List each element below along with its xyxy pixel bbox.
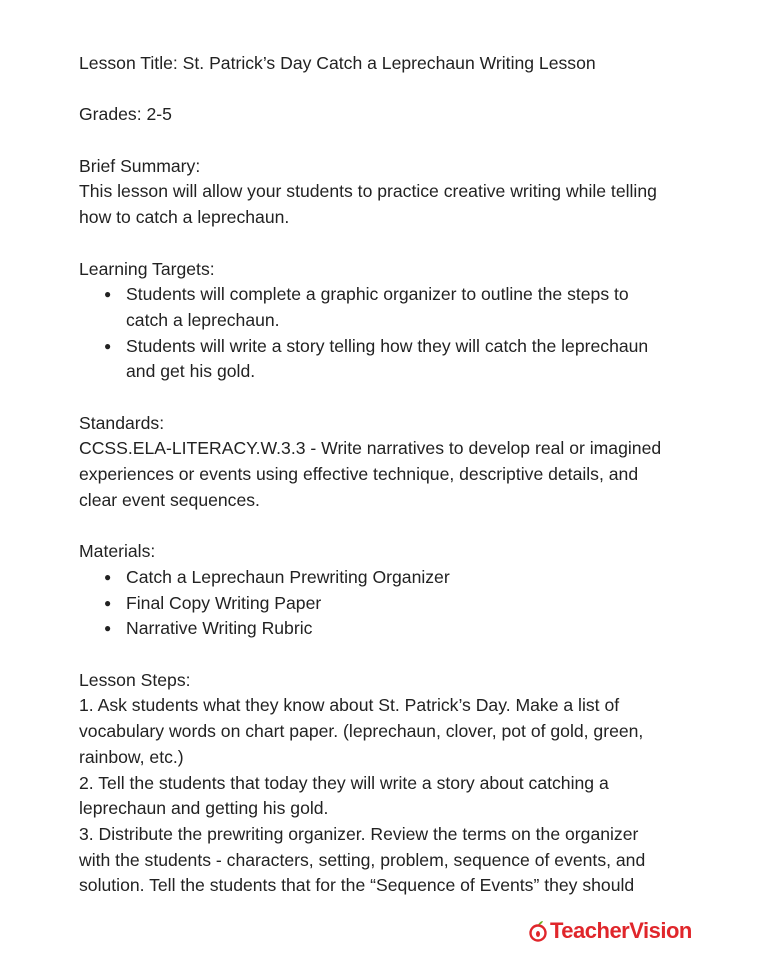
steps-line: solution. Tell the students that for the “Sequence of Events” they should (79, 875, 635, 896)
list-item-text: ● Students will complete a graphic organizer to outline the steps to (126, 284, 629, 305)
steps-line: 2. Tell the students that today they will write a story about catching a (79, 772, 609, 793)
summary-line: This lesson will allow your students to practice creative writing while telling (79, 181, 657, 202)
materials-heading: Materials: (79, 541, 156, 562)
targets-section (79, 257, 661, 386)
standards-line: experiences or events using effective technique, descriptive details, and (79, 464, 639, 485)
list-item (79, 282, 661, 333)
document-body (79, 51, 661, 925)
standards-line: clear event sequences. (79, 489, 260, 510)
steps-line: 3. Distribute the prewriting organizer. Review the terms on the organizer (79, 824, 639, 844)
list-item-text: ● Students will write a story telling how they will catch the leprechaun (126, 335, 649, 356)
grades: Grades: 2-5 (79, 104, 172, 125)
steps-line: vocabulary words on chart paper. (leprechaun, clover, pot of gold, green, (79, 721, 644, 742)
steps-section (79, 668, 661, 899)
steps-line: leprechaun and getting his gold. (79, 798, 329, 819)
summary-line: how to catch a leprechaun. (79, 207, 290, 228)
targets-heading: Learning Targets: (79, 258, 215, 279)
list-item-text: and get his gold. (126, 361, 256, 382)
list-item: ● Final Copy Writing Paper (79, 591, 661, 617)
steps-line: 1. Ask students what they know about St. Patrick’s Day. Make a list of (79, 695, 620, 716)
steps-line: rainbow, etc.) (79, 746, 184, 767)
standards-section (79, 411, 661, 514)
summary-heading: Brief Summary: (79, 155, 201, 176)
lesson-title: Lesson Title: St. Patrick’s Day Catch a Leprechaun Writing Lesson (79, 53, 596, 73)
list-item: ● Narrative Writing Rubric (79, 616, 661, 642)
apple-icon (528, 920, 548, 942)
summary-section (79, 154, 661, 231)
standards-line: CCSS.ELA-LITERACY.W.3.3 - Write narratives to develop real or imagined (79, 438, 662, 459)
list-item (79, 334, 661, 385)
logo-text: TeacherVision (550, 918, 692, 943)
steps-heading: Lesson Steps: (79, 669, 191, 690)
materials-section (79, 539, 661, 642)
list-item: ● Catch a Leprechaun Prewriting Organizer (79, 565, 661, 591)
teachervision-logo (528, 918, 692, 944)
standards-heading: Standards: (79, 412, 165, 433)
steps-line: with the students - characters, setting, problem, sequence of events, and (79, 849, 646, 870)
list-item-text: catch a leprechaun. (126, 309, 280, 330)
